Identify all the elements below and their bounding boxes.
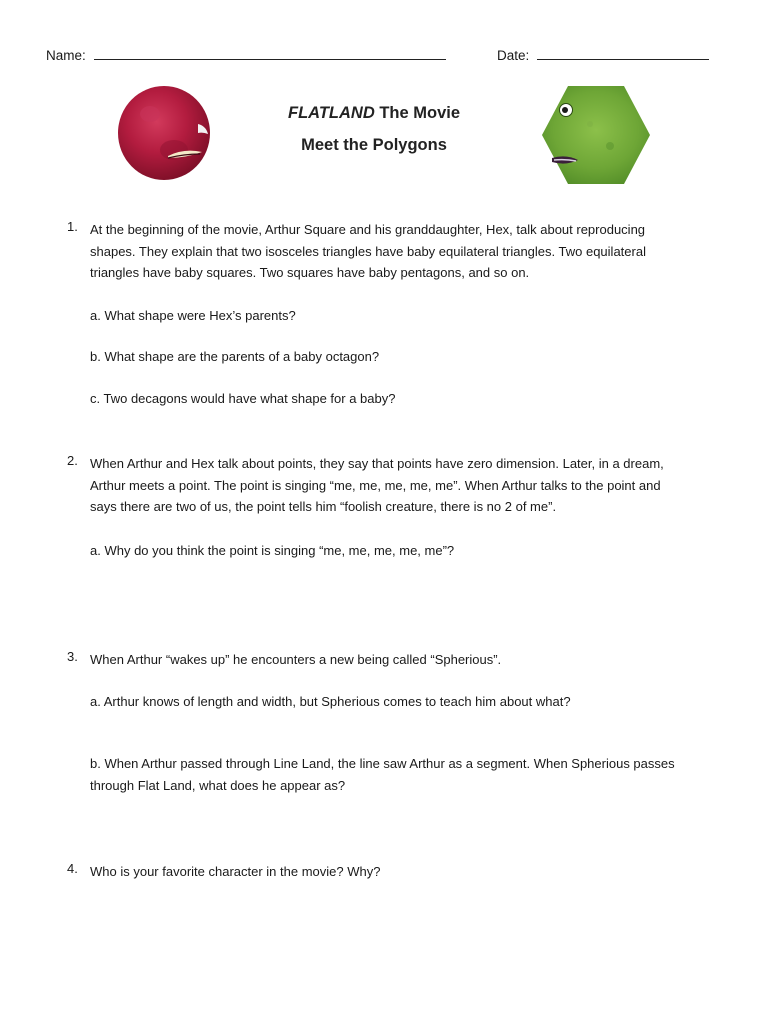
question-1-number: 1. bbox=[67, 219, 78, 234]
title-line-1 bbox=[270, 104, 478, 123]
question-3b-line: b. When Arthur passed through Line Land, the line saw Arthur as a segment. When Spherious passes bbox=[90, 756, 675, 771]
question-1-line: shapes. They explain that two isosceles triangles have baby equilateral triangles. Two equilateral bbox=[90, 243, 646, 259]
question-2-text bbox=[90, 453, 730, 518]
question-4-text: Who is your favorite character in the movie? Why? bbox=[90, 864, 381, 879]
question-2-line: Arthur meets a point. The point is singing “me, me, me, me, me”. When Arthur talks to the point and bbox=[90, 477, 661, 493]
date-label: Date: bbox=[497, 48, 530, 63]
question-1b: b. What shape are the parents of a baby octagon? bbox=[90, 349, 380, 364]
green-hexagon-character-icon bbox=[540, 84, 652, 186]
red-circle-character-icon bbox=[116, 84, 212, 182]
title-movie-name: FLATLAND bbox=[287, 104, 375, 122]
question-1a: a. What shape were Hex’s parents? bbox=[90, 308, 296, 323]
question-1-line: triangles have baby squares. Two squares have baby pentagons, and so on. bbox=[90, 265, 530, 280]
question-3b bbox=[90, 753, 730, 796]
question-3b-line: through Flat Land, what does he appear as? bbox=[90, 777, 346, 793]
name-field bbox=[46, 48, 446, 63]
question-1-text bbox=[90, 219, 730, 284]
question-2-line: says there are two of us, the point tells him “foolish creature, there is no 2 of me”. bbox=[90, 499, 557, 514]
question-2-line: When Arthur and Hex talk about points, they say that points have zero dimension. Later, in a dream, bbox=[90, 456, 664, 471]
date-field bbox=[497, 48, 709, 63]
page-title: Meet the Polygons bbox=[301, 136, 447, 154]
question-1-line: At the beginning of the movie, Arthur Square and his granddaughter, Hex, talk about reproducing bbox=[90, 222, 646, 237]
question-3a: a. Arthur knows of length and width, but Spherious comes to teach him about what? bbox=[90, 694, 571, 709]
question-4-number: 4. bbox=[67, 861, 78, 876]
name-label: Name: bbox=[46, 48, 86, 63]
question-1c: c. Two decagons would have what shape for a baby? bbox=[90, 391, 396, 406]
question-3-number: 3. bbox=[67, 649, 78, 664]
name-blank-line[interactable] bbox=[94, 58, 446, 60]
question-2-number: 2. bbox=[67, 453, 78, 468]
question-3-text: When Arthur “wakes up” he encounters a new being called “Spherious”. bbox=[90, 652, 502, 667]
date-blank-line[interactable] bbox=[537, 58, 709, 60]
title-movie-rest: The Movie bbox=[374, 104, 461, 122]
question-2a: a. Why do you think the point is singing “me, me, me, me, me”? bbox=[90, 543, 455, 558]
